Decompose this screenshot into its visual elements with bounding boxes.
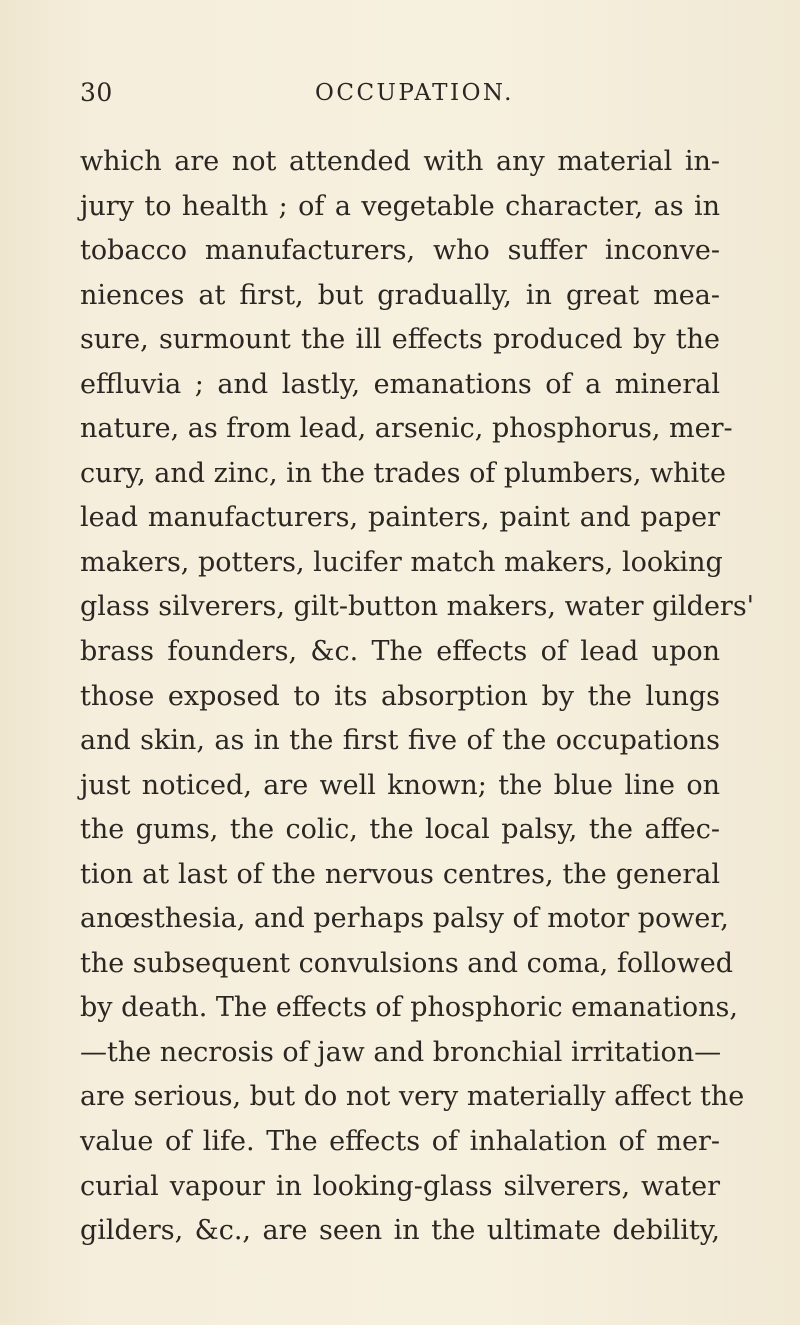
text-line: tobacco manufacturers, who suffer inconve- [80,235,720,267]
text-line: lead manufacturers, painters, paint and paper [80,502,720,534]
text-line: niences at first, but gradually, in great mea- [80,279,720,311]
text-line: glass silverers, gilt-button makers, water gilders' [80,591,755,623]
text-line: value of life. The effects of inhalation of mer- [80,1126,720,1158]
text-line: by death. The effects of phosphoric emanations, [80,992,738,1024]
text-line: tion at last of the nervous centres, the general [80,858,720,890]
text-line: which are not attended with any material in- [80,146,720,177]
text-line: sure, surmount the ill effects produced by the [80,324,720,356]
text-line: cury, and zinc, in the trades of plumbers, white [80,457,726,489]
text-line: gilders, &c., are seen in the ultimate debility, [80,1215,720,1247]
running-head: OCCUPATION. [315,80,514,106]
text-line: brass founders, &c. The effects of lead upon [80,636,720,668]
text-line: the subsequent convulsions and coma, followed [80,947,733,979]
page-number: 30 [80,78,113,107]
page-header [80,78,720,118]
text-line: anœsthesia, and perhaps palsy of motor power, [80,903,729,935]
text-line: —the necrosis of jaw and bronchial irritation— [80,1036,722,1068]
body-text [80,140,755,1254]
text-line: makers, potters, lucifer match makers, looking [80,546,723,578]
text-line: jury to health ; of a vegetable character, as in [80,190,720,222]
text-line: those exposed to its absorption by the lungs [80,680,720,712]
text-line: just noticed, are well known; the blue line on [80,769,720,801]
text-line: curial vapour in looking-glass silverers, water [80,1170,720,1202]
text-line: effluvia ; and lastly, emanations of a mineral [80,368,720,400]
text-line: nature, as from lead, arsenic, phosphorus, mer- [80,413,733,445]
text-line: are serious, but do not very materially affect the [80,1081,745,1113]
text-line: the gums, the colic, the local palsy, the affec- [80,814,720,846]
text-line: and skin, as in the first five of the occupations [80,725,720,757]
